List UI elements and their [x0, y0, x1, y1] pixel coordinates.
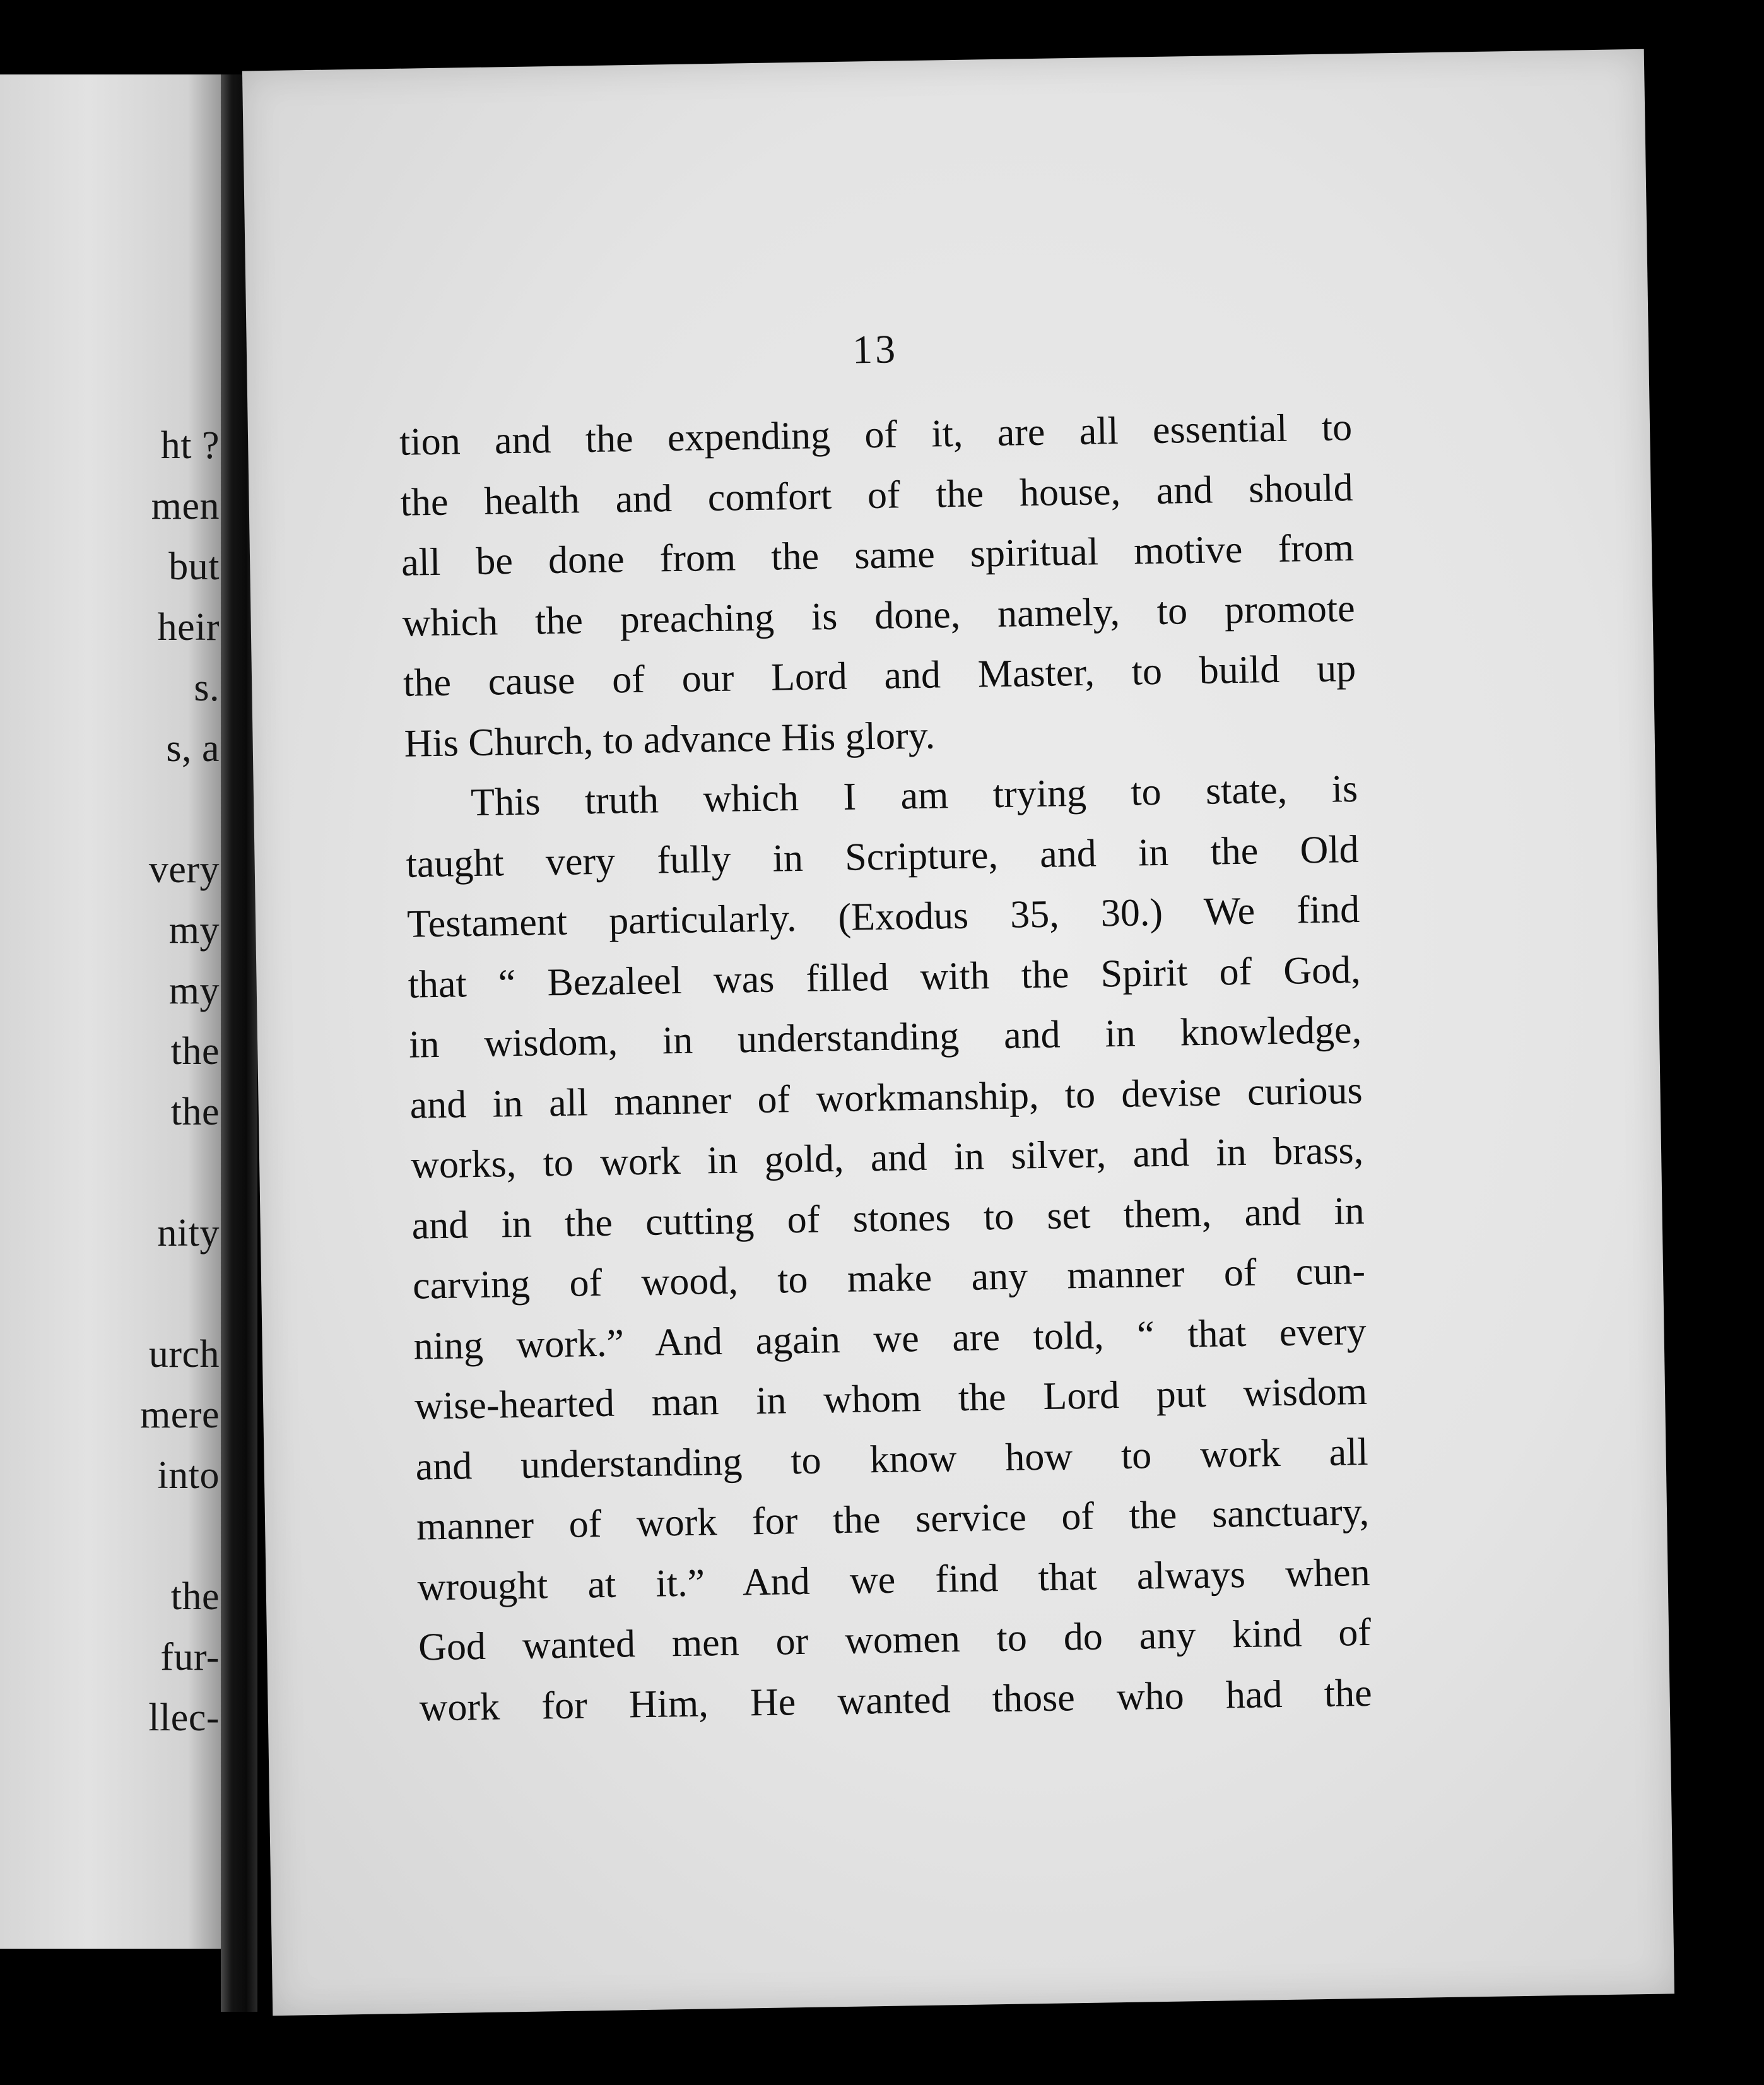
left-fragment: my	[168, 909, 220, 952]
text-line: wrought at it.” And we find that always when	[417, 1550, 1371, 1609]
left-fragment: urch	[148, 1333, 220, 1376]
left-fragment-gap	[140, 1142, 220, 1203]
left-fragment: llec-	[148, 1696, 220, 1739]
text-line: and understanding to know how to work all	[415, 1430, 1369, 1489]
left-fragment: the	[170, 1090, 220, 1133]
left-fragment: s.	[194, 666, 220, 709]
left-fragment: very	[148, 848, 220, 891]
text-line: His Church, to advance His glory.	[404, 714, 936, 765]
left-fragment-gap	[140, 1506, 220, 1566]
text-line: that “ Bezaleel was filled with the Spirit of God,	[408, 948, 1361, 1007]
left-fragment-gap	[140, 779, 220, 839]
left-fragment: fur-	[160, 1636, 220, 1679]
text-line: which the preaching is done, namely, to promote	[402, 586, 1356, 645]
text-line: taught very fully in Scripture, and in the Old	[406, 827, 1360, 886]
text-line: and in the cutting of stones to set them, and in	[411, 1189, 1365, 1248]
text-line: in wisdom, in understanding and in knowledge,	[408, 1008, 1362, 1066]
page-body-text	[399, 398, 1372, 1738]
facing-page-left	[0, 74, 221, 1949]
left-fragment: heir	[157, 606, 220, 649]
left-page-text-fragments	[140, 415, 220, 1748]
left-fragment: but	[168, 545, 220, 588]
page-number: 13	[852, 326, 898, 372]
text-line: all be done from the same spiritual motive from	[401, 526, 1355, 584]
left-fragment-gap	[140, 1263, 220, 1324]
left-fragment: ht ?	[160, 424, 220, 467]
left-fragment: my	[168, 969, 220, 1012]
text-line: God wanted men or women to do any kind of	[418, 1610, 1372, 1669]
text-line: the health and comfort of the house, and should	[400, 466, 1354, 524]
left-fragment: the	[170, 1030, 220, 1073]
text-line: and in all manner of workmanship, to devise curious	[409, 1068, 1363, 1127]
text-line: carving of wood, to make any manner of cun-	[412, 1249, 1366, 1308]
left-fragment: the	[170, 1575, 220, 1618]
left-fragment: men	[151, 485, 220, 528]
text-line: Testament particularly. (Exodus 35, 30.) We find	[406, 887, 1360, 946]
left-fragment: nity	[157, 1212, 220, 1255]
page-right	[242, 49, 1674, 2016]
left-fragment: mere	[140, 1393, 220, 1436]
text-line: manner of work for the service of the sanctuary,	[416, 1490, 1370, 1549]
text-line: wise-hearted man in whom the Lord put wisdom	[414, 1369, 1368, 1428]
left-fragment: into	[157, 1454, 220, 1497]
text-line: ning work.” And again we are told, “ that every	[413, 1309, 1367, 1368]
left-fragment: s, a	[166, 727, 220, 770]
text-line: works, to work in gold, and in silver, and in brass,	[410, 1128, 1364, 1187]
text-line: This truth which I am trying to state, is	[470, 767, 1358, 825]
text-line: tion and the expending of it, are all essential to	[399, 406, 1353, 464]
text-line: work for Him, He wanted those who had the	[419, 1671, 1373, 1730]
text-line: the cause of our Lord and Master, to build up	[403, 647, 1356, 705]
